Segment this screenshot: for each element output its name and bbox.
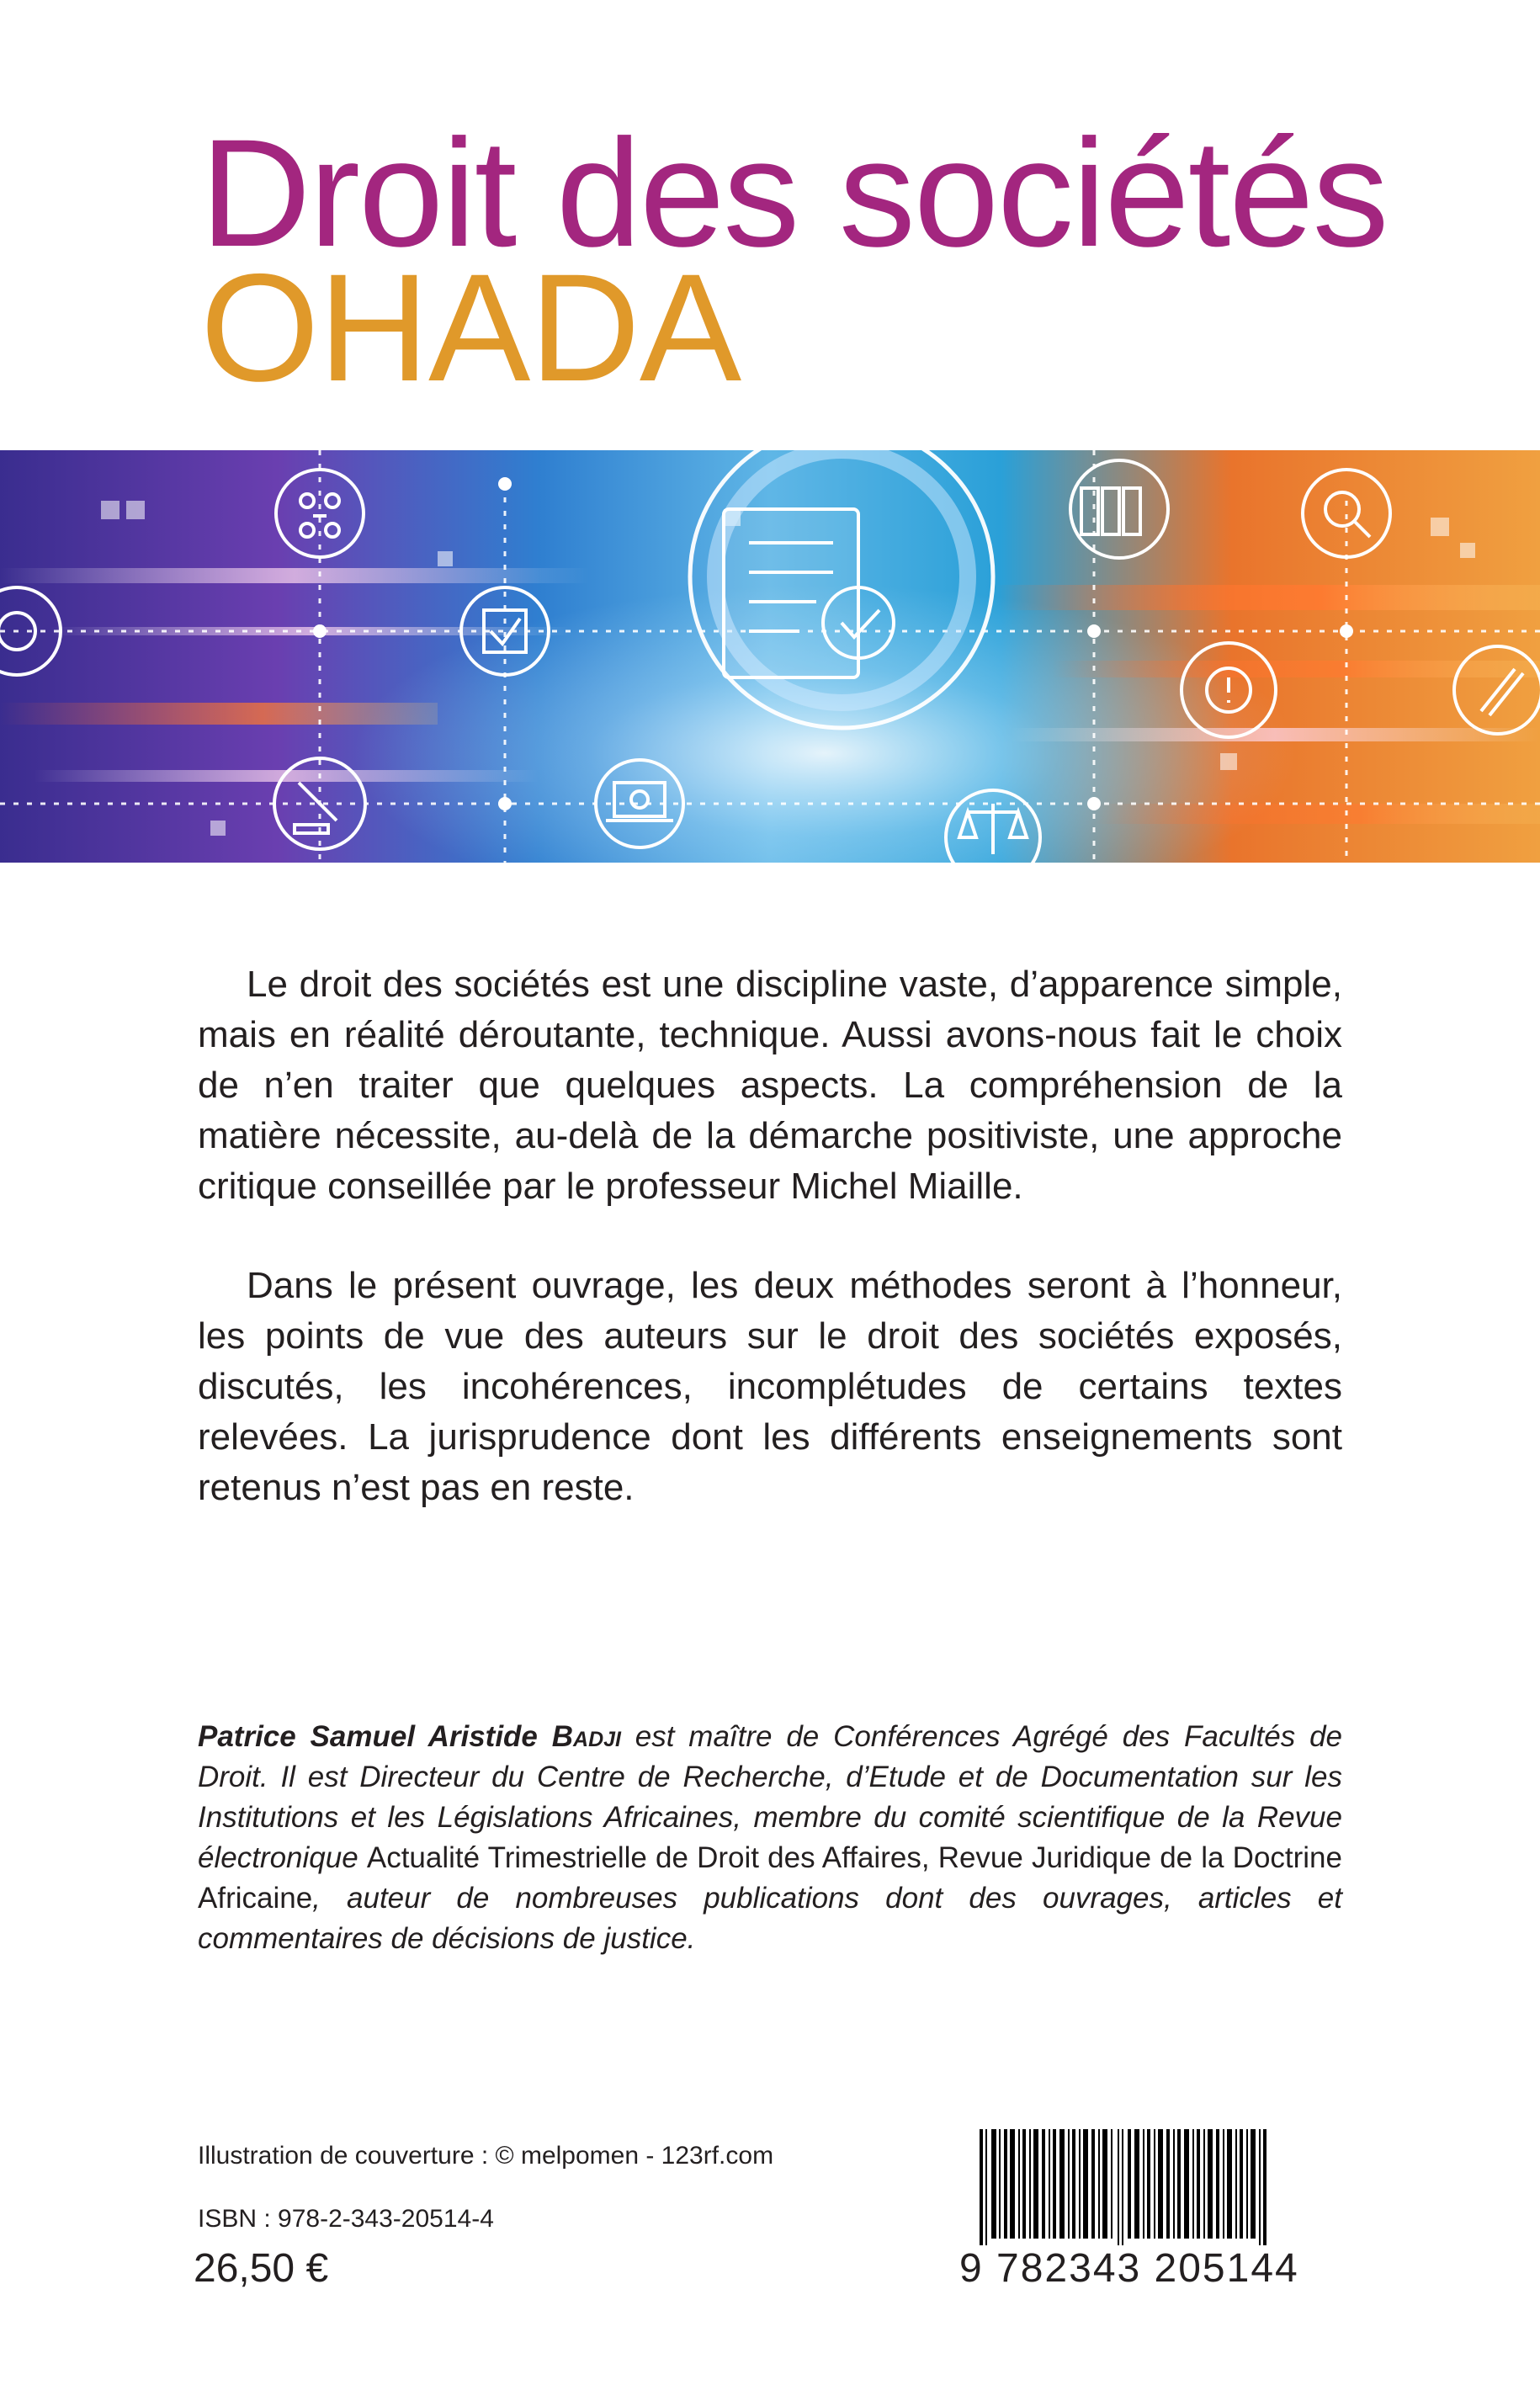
title-line-1: Droit des sociétés <box>200 107 1388 279</box>
summary-text <box>198 959 1342 1513</box>
author-name: Patrice Samuel Aristide <box>198 1720 538 1753</box>
barcode-number: 9 782343 205144 <box>959 2245 1313 2292</box>
cover-illustration <box>0 450 1540 863</box>
isbn: ISBN : 978-2-343-20514-4 <box>198 2205 494 2233</box>
title-line-2: OHADA <box>200 242 741 413</box>
illustration-credit: Illustration de couverture : © melpomen - 123rf.com <box>198 2142 774 2170</box>
summary-paragraph-2: Dans le présent ouvrage, les deux méthodes seront à l’honneur, les points de vue des auteurs sur le droit des sociétés exposés, discutés, les incohérences, incomplétudes de certains textes relevées. La jurisprudence dont les différents enseignements sont retenus n’est pas en reste. <box>198 1265 1342 1508</box>
bio-journals: Actualité Trimestrielle de Droit des Affaires, Revue Juridique de la Doctrine Africaine <box>198 1841 1342 1915</box>
summary-paragraph-1: Le droit des sociétés est une discipline vaste, d’apparence simple, mais en réalité déroutante, technique. Aussi avons-nous fait le choix de n’en traiter que quelques aspects. La compréhension de la matière nécessite, au-delà de la démarche positiviste, une approche critique conseillée par le professeur Michel Miaille. <box>198 964 1342 1207</box>
author-surname: Badji <box>551 1720 621 1753</box>
bio-text-1: est maître de Conférences Agrégé des Facultés de Droit. Il est Directeur du Centre de Recherche, d’Etude et de Documentation sur les Institutions et les Législations Africaines, membre du comité scientifique de la Revue électronique <box>198 1720 1342 1874</box>
bio-text-2: , auteur de nombreuses publications dont des ouvrages, articles et commentaires de décisions de justice. <box>198 1882 1342 1955</box>
price: 26,50 € <box>194 2246 329 2291</box>
author-bio <box>198 1717 1342 1959</box>
